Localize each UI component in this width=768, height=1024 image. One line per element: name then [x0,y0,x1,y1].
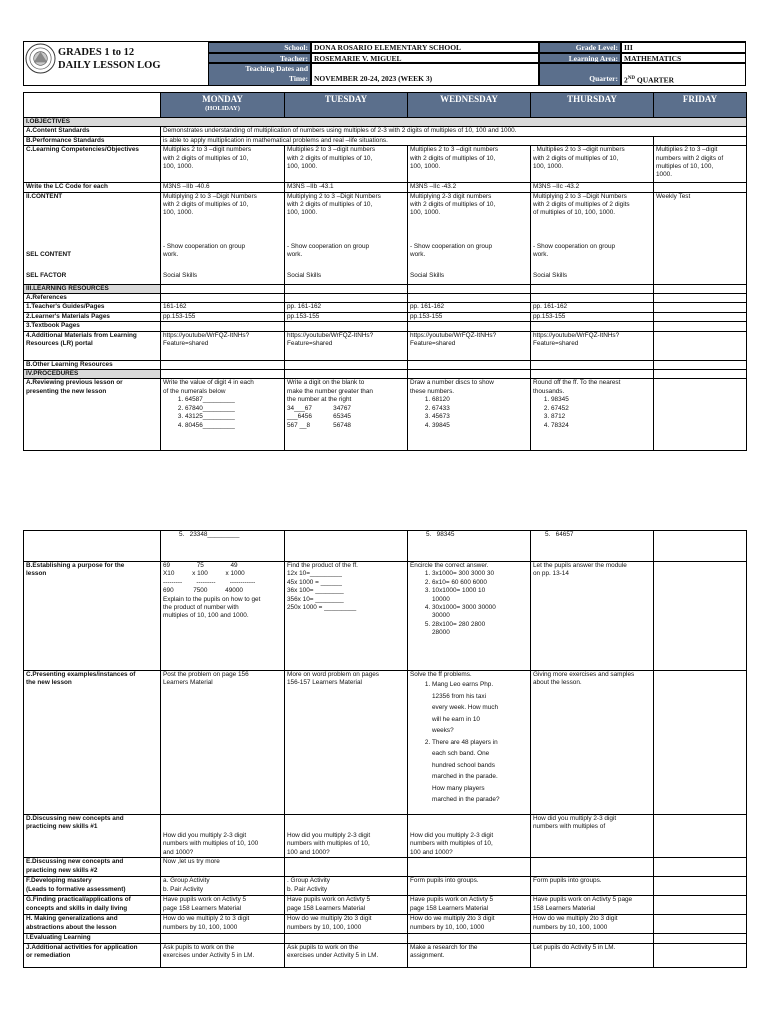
lm-wednesday: pp.153-155 [408,312,531,321]
presenting-label: C.Presenting examples/instances of the new lesson [24,671,161,815]
purpose-monday: 69 75 49 X10 x 100 x 1000 --------- --------- ------------ 690 7500 49000 Explain to the pupils on how to get the product of number with multiples of 10, 100 and 1000. [161,562,285,671]
lm-monday: pp.153-155 [161,312,285,321]
applications-label: G.Finding practical/applications of concepts and skills in daily living [24,896,161,915]
performance-standards-text: is able to apply multiplication in mathematical problems and real –life situations. [161,136,654,145]
content-label-cell [24,192,161,284]
monday-header: MONDAY (HOLIDAY) [161,93,285,118]
review-tuesday: Write a digit on the blank to make the number greater than the number at the right 34___67 34767 ___6456 65345 567 __8 56748 [285,379,408,451]
teachers-guide-label: 1.Teacher's Guides/Pages [24,303,161,312]
review-monday: Write the value of digit 4 in each of the numerals below 1. 64587_________ 2. 67840_________ 3. 43125_________ 4. 80456_________ [161,379,285,451]
quarter-label: Quarter: [539,63,621,86]
competency-thursday: . Multiplies 2 to 3 –digit numbers with 2 digits of multiples of 10, 100, 1000. [531,146,654,183]
applications-monday: Have pupils work on Activty 5 page 158 Learners Material [161,896,285,915]
textbook-label: 3.Textbook Pages [24,322,161,331]
review-monday-item-5: 5. 23348_________ [161,531,285,562]
discussing-1-monday: How did you multiply 2-3 digit numbers with multiples of 10, 100 and 1000? [161,815,285,858]
review-label: A.Reviewing previous lesson or presenting the new lesson [24,379,161,451]
other-resources-label: B.Other Learning Resources [24,360,161,369]
teacher-value: ROSEMARIE V. MIGUEL [311,53,539,63]
lm-tuesday: pp.153-155 [285,312,408,321]
content-standards-text: Demonstrates understanding of multiplication of numbers using multiples of 2-3 with 2 digits of multiples of 10, 100 and 1000. [161,127,747,136]
tuesday-header: TUESDAY [285,93,408,118]
mastery-label: F.Developing mastery (Leads to formative assessment) [24,877,161,896]
applications-thursday: Have pupils work on Activty 5 page 158 Learners Material [531,896,654,915]
sel-content-monday: - Show cooperation on group work. [163,242,246,259]
review-thursday: Round off the ff. To the nearest thousands. 1. 98345 2. 67452 3. 8712 4. 78324 [531,379,654,451]
lesson-log-table-part-2 [23,530,747,968]
review-continued-row [24,531,747,562]
competency-tuesday: Multiplies 2 to 3 –digit numbers with 2 digits of multiples of 10, 100, 1000. [285,146,408,183]
review-thursday-item-5: 5. 64657 [531,531,654,562]
content-tuesday: Multiplying 2 to 3 –Digit Numbers with 2 digits of multiples of 10, 100, 1000. - Show cooperation on group work. Social Skills [285,192,408,284]
grade-value: III [621,42,746,53]
discussing-2-monday: Now ,let us try more [161,858,285,877]
competencies-row [24,146,747,183]
generalizations-thursday: How do we multiply 2to 3 digit numbers by 10, 100, 1000 [531,915,654,934]
section-objectives: I.OBJECTIVES [24,118,747,127]
learners-material-label: 2.Learner's Materials Pages [24,312,161,321]
additional-activities-monday: Ask pupils to work on the exercises under Activity 5 in LM. [161,943,285,967]
lc-code-wednesday: M3NS –IIc -43.2 [408,183,531,192]
sel-content-tuesday: - Show cooperation on group work. [287,242,370,259]
review-wednesday: Draw a number discs to show these numbers. 1. 68120 2. 67433 3. 45673 4. 39845 [408,379,531,451]
day-header-row [24,93,747,118]
deped-seal-icon [25,43,56,74]
video-link-thursday[interactable]: https://youtube/WrFQZ-ItNHs? Feature=shared [531,331,654,360]
lc-code-thursday: M3NS –IIc -43.2 [531,183,654,192]
additional-activities-tuesday: Ask pupils to work on the exercises under Activity 5 in LM. [285,943,408,967]
sel-factor-monday: Social Skills [163,271,198,279]
school-label: School: [208,42,311,53]
purpose-label: B.Establishing a purpose for the lesson [24,562,161,671]
area-value: MATHEMATICS [621,53,746,63]
lesson-log-table-part-1 [23,92,747,451]
competency-friday: Multiplies 2 to 3 –digit numbers with 2 digits of multiples of 10, 100, 1000. [654,146,747,183]
review-row [24,379,747,451]
applications-tuesday: Have pupils work on Activty 5 page 158 Learners Material [285,896,408,915]
evaluating-label: I.Evaluating Learning [24,934,161,943]
video-link-monday[interactable]: https://youtube/WrFQZ-ItNHs? Feature=shared [161,331,285,360]
competencies-label: C.Learning Competencies/Objectives [24,146,161,183]
presenting-tuesday: More on word problem on pages 156-157 Learners Material [285,671,408,815]
purpose-thursday: Let the pupils answer the module on pp. 13-14 [531,562,654,671]
section-procedures: IV.PROCEDURES [24,370,161,379]
sel-content-label: SEL CONTENT [26,250,71,258]
discussing-1-tuesday: How did you multiply 2-3 digit numbers with multiples of 10, 100 and 1000? [285,815,408,858]
teacher-label: Teacher: [208,53,311,63]
dates-value: NOVEMBER 20-24, 2023 (WEEK 3) [311,63,539,86]
lm-thursday: pp.153-155 [531,312,654,321]
quarter-value: 2ND QUARTER [621,63,746,86]
video-link-wednesday[interactable]: https://youtube/WrFQZ-ItNHs? Feature=shared [408,331,531,360]
discussing-1-thursday: How did you multiply 2-3 digit numbers with multiples of [531,815,654,858]
video-link-tuesday[interactable]: https://youtube/WrFQZ-ItNHs? Feature=shared [285,331,408,360]
content-thursday: Multiplying 2 to 3 –Digit Numbers with 2 digits of multiples of 2 digits of multiples of 10, 100, 1000. - Show cooperation on group work. Social Skills [531,192,654,284]
tg-monday: 161-162 [161,303,285,312]
thursday-header: THURSDAY [531,93,654,118]
content-label: II.CONTENT [26,192,63,200]
mastery-wednesday: Form pupils into groups. [408,877,531,896]
content-row [24,192,747,284]
content-friday: Weekly Test [654,192,747,284]
generalizations-monday: How do we multiply 2 to 3 digit numbers by 10, 100, 1000 [161,915,285,934]
competency-wednesday: Multiplies 2 to 3 –digit numbers with 2 digits of multiples of 10, 100, 1000. [408,146,531,183]
sel-content-thursday: - Show cooperation on group work. [533,242,616,259]
content-standards-label: A.Content Standards [24,127,161,136]
review-wednesday-item-5: 5. 98345 [408,531,531,562]
friday-header: FRIDAY [654,93,747,118]
purpose-row [24,562,747,671]
mastery-thursday: Form pupils into groups. [531,877,654,896]
discussing-2-label: E.Discussing new concepts and practicing new skills #2 [24,858,161,877]
lesson-log-header [23,41,746,86]
sel-content-wednesday: - Show cooperation on group work. [410,242,493,259]
presenting-row [24,671,747,815]
sel-factor-tuesday: Social Skills [287,271,322,279]
additional-activities-wednesday: Make a research for the assignment. [408,943,531,967]
content-monday: Multiplying 2 to 3 –Digit Numbers with 2 digits of multiples of 10, 100, 1000. - Show cooperation on group work. Social Skills [161,192,285,284]
mastery-monday: a. Group Activity b. Pair Activity [161,877,285,896]
references-label: A.References [24,294,161,303]
additional-activities-label: J.Additional activities for application or remediation [24,943,161,967]
generalizations-label: H. Making generalizations and abstractions about the lesson [24,915,161,934]
presenting-monday: Post the problem on page 156 Learners Material [161,671,285,815]
tg-wednesday: pp. 161-162 [408,303,531,312]
generalizations-wednesday: How do we multiply 2to 3 digit numbers by 10, 100, 1000 [408,915,531,934]
dates-label: Teaching Dates and Time: [208,63,311,86]
grade-label: Grade Level: [539,42,621,53]
performance-standards-label: B.Performance Standards [24,136,161,145]
purpose-wednesday: Encircle the correct answer. 1. 3x1000= 300 3000 30 2. 6x10= 60 600 6000 3. 10x1000= 1000 10 10000 4. 30x1000= 3000 30000 30000 5. 28x100= 280 2800 28000 [408,562,531,671]
applications-wednesday: Have pupils work on Activty 5 page 158 Learners Material [408,896,531,915]
section-learning-resources: III.LEARNING RESOURCES [24,284,161,293]
wednesday-header: WEDNESDAY [408,93,531,118]
tg-tuesday: pp. 161-162 [285,303,408,312]
discussing-1-label: D.Discussing new concepts and practicing new skills #1 [24,815,161,858]
content-wednesday: Multiplying 2-3 digit numbers with 2 digits of multiples of 10, 100, 1000. - Show cooperation on group work. Social Skills [408,192,531,284]
discussing-1-wednesday: How did you multiply 2-3 digit numbers with multiples of 10, 100 and 1000? [408,815,531,858]
presenting-wednesday: Solve the ff problems. 1. Mang Leo earns Php. 12356 from his taxi every week. How much will he earn in 10 weeks? 2. There are 48 players in each sch band. One hundred school bands marched in the parade. How many players marched in the parade? [408,671,531,815]
sel-factor-thursday: Social Skills [533,271,568,279]
additional-activities-thursday: Let pupils do Activity 5 in LM. [531,943,654,967]
mastery-tuesday: . Group Activity b. Pair Activity [285,877,408,896]
competency-monday: Multiplies 2 to 3 –digit numbers with 2 digits of multiples of 10, 100, 1000. [161,146,285,183]
discussing-1-row [24,815,747,858]
purpose-tuesday: Find the product of the ff. 12x 10=_________ 45x 1000 = ______ 36x 100= ________ 356x 10= ________ 250x 1000 = _________ [285,562,408,671]
sel-factor-label: SEL FACTOR [26,271,67,279]
sel-factor-wednesday: Social Skills [410,271,445,279]
school-value: DONA ROSARIO ELEMENTARY SCHOOL [311,42,539,53]
log-title: GRADES 1 to 12 DAILY LESSON LOG [58,47,161,71]
presenting-thursday: Giving more exercises and samples about the lesson. [531,671,654,815]
additional-materials-label: 4.Additional Materials from Learning Resources (LR) portal [24,331,161,360]
lc-code-monday: M3NS –IIb -40.6 [161,183,285,192]
generalizations-tuesday: How do we multiply 2to 3 digit numbers by 10, 100, 1000 [285,915,408,934]
area-label: Learning Area: [539,53,621,63]
tg-thursday: pp. 161-162 [531,303,654,312]
lc-code-tuesday: M3NS –IIb -43.1 [285,183,408,192]
lc-code-label: Write the LC Code for each [24,183,161,192]
